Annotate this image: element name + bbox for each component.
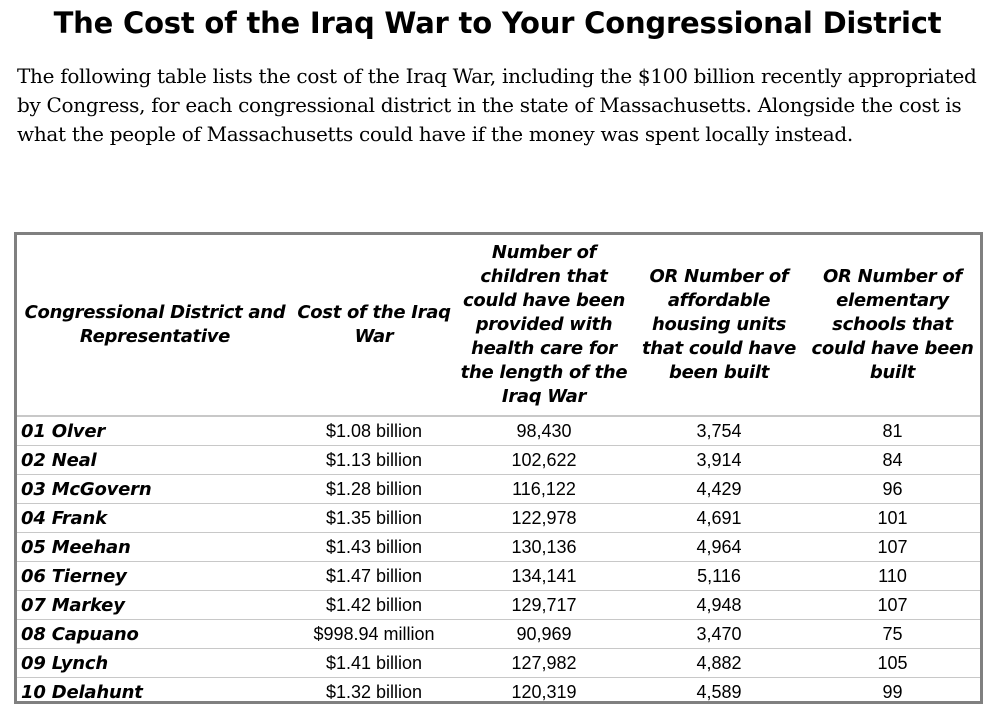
cost-cell: $1.13 billion	[293, 446, 455, 475]
children-cell: 129,717	[455, 591, 633, 620]
district-cell: 02 Neal	[17, 446, 293, 475]
cost-cell: $1.42 billion	[293, 591, 455, 620]
schools-cell: 105	[805, 649, 980, 678]
table-row	[17, 649, 980, 678]
housing-cell: 5,116	[633, 562, 805, 591]
housing-cell: 4,964	[633, 533, 805, 562]
header-elementary-schools: OR Number of elementary schools that could have been built	[805, 235, 980, 416]
intro-paragraph: The following table lists the cost of the Iraq War, including the $100 billion recently appropriated by Congress, for each congressional district in the state of Massachusetts. Alongside the cost is what the people of Massachusetts could have if the money was spent locally instead.	[17, 64, 977, 146]
cost-cell: $1.28 billion	[293, 475, 455, 504]
schools-cell: 81	[805, 416, 980, 446]
cost-cell: $998.94 million	[293, 620, 455, 649]
schools-cell: 110	[805, 562, 980, 591]
children-cell: 90,969	[455, 620, 633, 649]
children-cell: 116,122	[455, 475, 633, 504]
children-cell: 130,136	[455, 533, 633, 562]
housing-cell: 3,470	[633, 620, 805, 649]
schools-cell: 84	[805, 446, 980, 475]
table-row	[17, 620, 980, 649]
header-children-health-care: Number of children that could have been provided with health care for the length of the Iraq War	[455, 235, 633, 416]
district-cell: 03 McGovern	[17, 475, 293, 504]
schools-cell: 107	[805, 591, 980, 620]
district-cell: 08 Capuano	[17, 620, 293, 649]
housing-cell: 4,589	[696, 681, 742, 702]
cost-cell: $1.47 billion	[293, 562, 455, 591]
table-row	[17, 678, 980, 705]
page-title: The Cost of the Iraq War to Your Congressional District	[53, 6, 942, 40]
district-cell: 10 Delahunt	[21, 681, 143, 703]
children-cell: 122,978	[455, 504, 633, 533]
schools-cell: 107	[805, 533, 980, 562]
housing-cell: 3,754	[633, 416, 805, 446]
schools-cell: 75	[805, 620, 980, 649]
district-cell: 09 Lynch	[17, 649, 293, 678]
schools-cell: 101	[805, 504, 980, 533]
table-header-row	[17, 235, 980, 416]
table-row	[17, 504, 980, 533]
children-cell: 134,141	[455, 562, 633, 591]
cost-cell: $1.43 billion	[293, 533, 455, 562]
cost-cell: $1.32 billion	[325, 681, 423, 702]
cost-cell: $1.41 billion	[293, 649, 455, 678]
header-district: Congressional District and Representative	[17, 235, 293, 416]
children-cell: 127,982	[455, 649, 633, 678]
district-cell: 06 Tierney	[17, 562, 293, 591]
housing-cell: 4,691	[633, 504, 805, 533]
table-row	[17, 475, 980, 504]
district-cell: 05 Meehan	[17, 533, 293, 562]
table-body	[17, 416, 980, 704]
housing-cell: 4,948	[633, 591, 805, 620]
table-row	[17, 446, 980, 475]
district-cell: 07 Markey	[17, 591, 293, 620]
cost-cell: $1.35 billion	[293, 504, 455, 533]
table-row	[17, 562, 980, 591]
children-cell: 102,622	[455, 446, 633, 475]
schools-cell: 96	[805, 475, 980, 504]
schools-cell: 99	[882, 681, 903, 702]
cost-cell: $1.08 billion	[293, 416, 455, 446]
header-cost: Cost of the Iraq War	[293, 235, 455, 416]
table-row	[17, 591, 980, 620]
cost-table-container	[14, 232, 983, 704]
children-cell: 98,430	[455, 416, 633, 446]
district-cell: 04 Frank	[17, 504, 293, 533]
table-row	[17, 533, 980, 562]
housing-cell: 3,914	[633, 446, 805, 475]
header-housing-units: OR Number of affordable housing units that could have been built	[633, 235, 805, 416]
housing-cell: 4,882	[633, 649, 805, 678]
housing-cell: 4,429	[633, 475, 805, 504]
table-row	[17, 416, 980, 446]
children-cell: 120,319	[511, 681, 577, 702]
cost-table	[17, 235, 980, 704]
district-cell: 01 Olver	[17, 416, 293, 446]
